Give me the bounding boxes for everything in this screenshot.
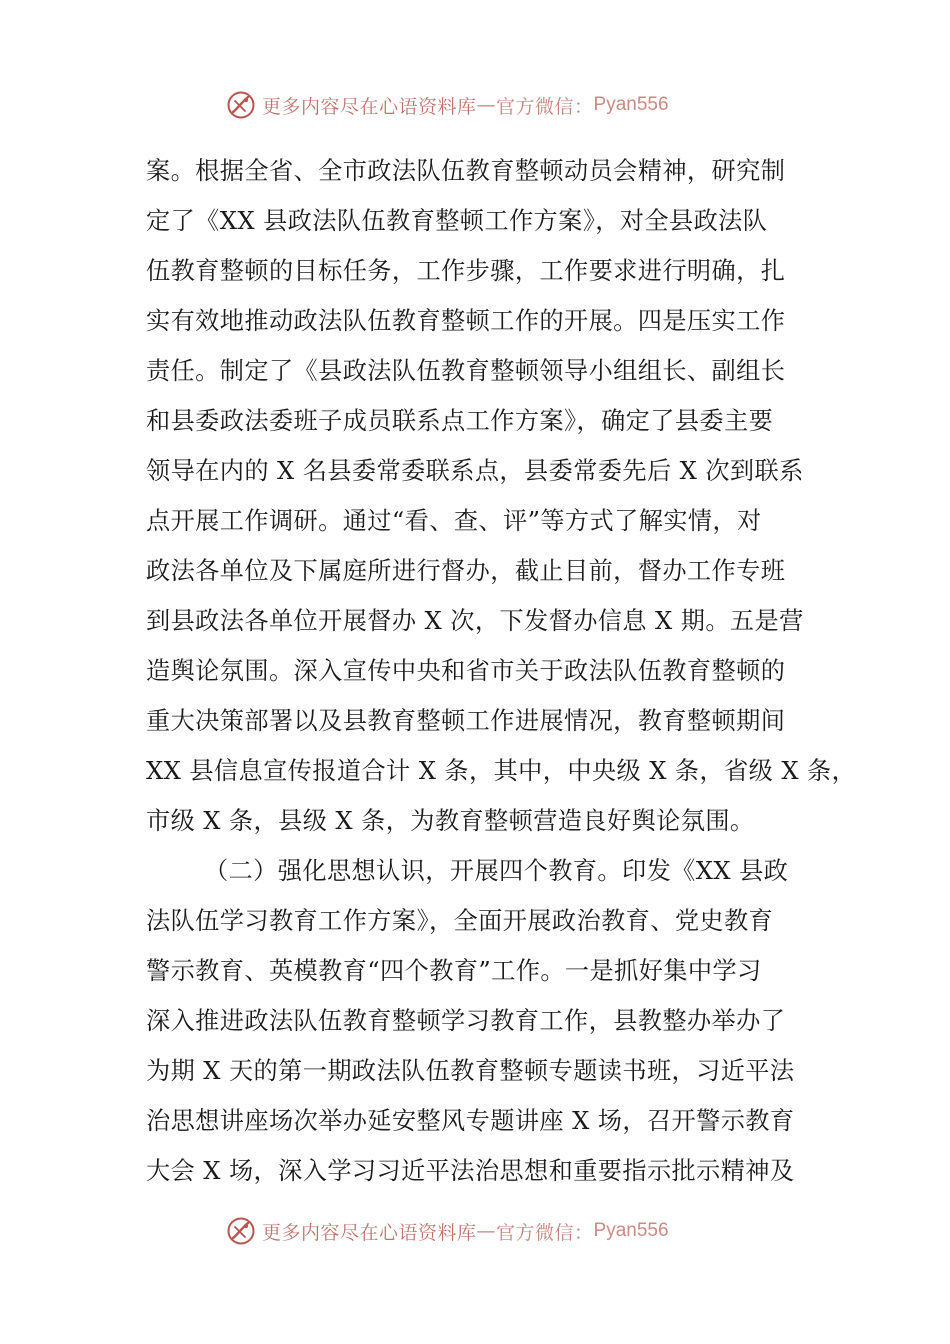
watermark-handle: Pyan556 [593,1220,669,1241]
watermark-dash: — [476,1220,497,1242]
body-line: 市级 X 条，县级 X 条，为教育整顿营造良好舆论氛围。 [146,807,755,835]
body-line: XX 县信息宣传报道合计 X 条，其中，中央级 X 条，省级 X 条， [146,757,857,785]
body-line: 案。根据全省、全市政法队伍教育整顿动员会精神，研究制 [146,157,786,185]
body-line: 领导在内的 X 名县委常委联系点，县委常委先后 X 次到联系 [146,457,804,485]
body-line: 警示教育、英模教育“四个教育”工作。一是抓好集中学习 [146,957,762,985]
pen-logo-icon [226,1216,256,1246]
watermark-label: 官方微信： [496,95,594,118]
watermark-lead: 更多内容尽在心语资料库 [262,95,477,118]
body-line: 为期 X 天的第一期政法队伍教育整顿专题读书班，习近平法 [146,1057,795,1085]
body-line: 治思想讲座场次举办延安整风专题讲座 X 场，召开警示教育 [146,1107,795,1135]
watermark-label: 官方微信： [496,1221,594,1244]
header-watermark [226,88,669,122]
body-line: 重大决策部署以及县教育整顿工作进展情况，教育整顿期间 [146,707,786,735]
body-line: 法队伍学习教育工作方案》，全面开展政治教育、党史教育 [146,907,774,935]
footer-watermark [226,1214,669,1248]
body-line: 实有效地推动政法队伍教育整顿工作的开展。四是压实工作 [146,307,786,335]
watermark-lead: 更多内容尽在心语资料库 [262,1221,477,1244]
section-heading-line: （二）强化思想认识，开展四个教育。印发《XX 县政 [204,857,789,885]
watermark-handle: Pyan556 [593,94,669,115]
document-body [146,146,857,1196]
body-line: 和县委政法委班子成员联系点工作方案》，确定了县委主要 [146,407,774,435]
body-line: 政法各单位及下属庭所进行督办，截止目前，督办工作专班 [146,557,786,585]
pen-logo-icon [226,90,256,120]
body-line: 到县政法各单位开展督办 X 次，下发督办信息 X 期。五是营 [146,607,804,635]
watermark-dash: — [476,94,497,116]
body-line: 责任。制定了《县政法队伍教育整顿领导小组组长、副组长 [146,357,786,385]
body-line: 伍教育整顿的目标任务，工作步骤，工作要求进行明确，扎 [146,257,786,285]
body-line: 大会 X 场，深入学习习近平法治思想和重要指示批示精神及 [146,1157,795,1185]
body-line: 深入推进政法队伍教育整顿学习教育工作，县教整办举办了 [146,1007,786,1035]
body-line: 造舆论氛围。深入宣传中央和省市关于政法队伍教育整顿的 [146,657,786,685]
body-line: 点开展工作调研。通过“看、查、评”等方式了解实情，对 [146,507,762,535]
body-line: 定了《XX 县政法队伍教育整顿工作方案》，对全县政法队 [146,207,768,235]
